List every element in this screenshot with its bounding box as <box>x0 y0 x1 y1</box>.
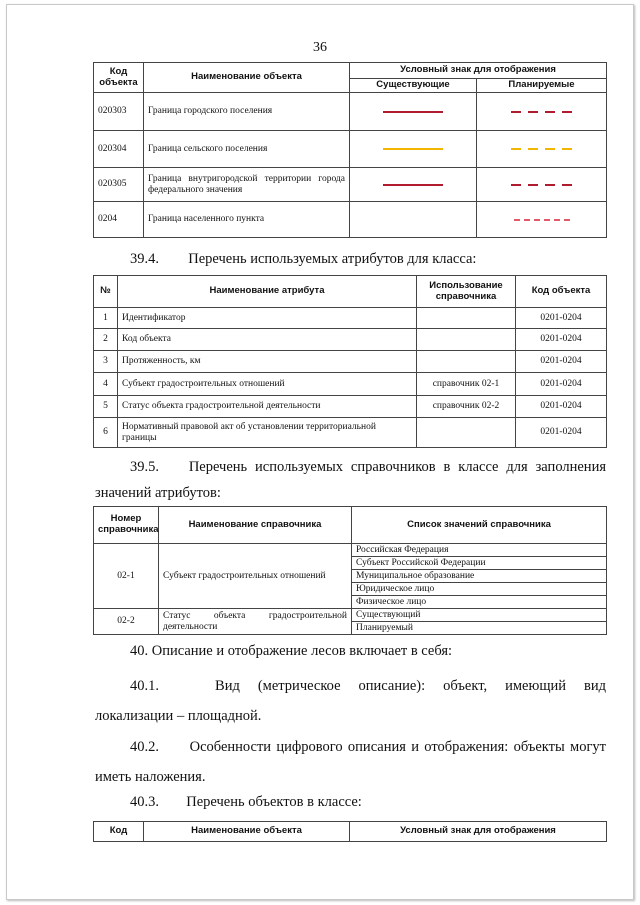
solid-line-icon <box>383 111 443 113</box>
table-row <box>94 93 607 131</box>
cell-code: 0201-0204 <box>516 351 607 373</box>
table-row <box>94 131 607 168</box>
cell-name: Граница населенного пункта <box>144 202 350 238</box>
cell-code: 020303 <box>94 93 144 131</box>
cell-ref <box>417 308 516 329</box>
table-row <box>94 308 607 329</box>
cell-name: Статус объекта градостроительной деятельности <box>118 396 417 418</box>
cell-code: 0201-0204 <box>516 308 607 329</box>
section-text-line1: Особенности цифрового описания и отображения: объекты могут <box>189 739 607 755</box>
cell-code: 0201-0204 <box>516 373 607 396</box>
cell-num: 02-1 <box>94 544 159 609</box>
col-header-name: Наименование справочника <box>159 507 352 544</box>
cell-num: 3 <box>94 351 118 373</box>
table-row <box>94 396 607 418</box>
table-row <box>94 373 607 396</box>
cell-name: Идентификатор <box>118 308 417 329</box>
cell-ref: справочник 02-1 <box>417 373 516 396</box>
symbol-existing-intercity <box>350 168 477 202</box>
section-text-line1: Перечень используемых справочников в классе для заполнения <box>188 459 606 475</box>
symbol-planned-rural <box>477 131 607 168</box>
solid-line-icon <box>383 184 443 186</box>
symbol-existing-city <box>350 93 477 131</box>
cell-name: Граница внутригородской территории города федерального значения <box>144 168 350 202</box>
cell-name: Протяженность, км <box>118 351 417 373</box>
reference-books-table <box>93 506 607 635</box>
section-40-3 <box>130 793 362 811</box>
col-header-existing: Существующие <box>350 79 477 93</box>
cell-num: 2 <box>94 329 118 351</box>
section-40 <box>130 642 452 660</box>
section-text-line2: иметь наложения. <box>95 769 206 785</box>
col-header-num: № <box>94 276 118 308</box>
cell-value: Юридическое лицо <box>352 583 607 596</box>
cell-name: Граница городского поселения <box>144 93 350 131</box>
dashed-line-icon <box>481 219 602 221</box>
cell-code: 0201-0204 <box>516 396 607 418</box>
section-number: 39.5. <box>130 459 159 475</box>
table-row <box>94 609 607 622</box>
table-row <box>94 168 607 202</box>
cell-code: 0201-0204 <box>516 329 607 351</box>
symbol-existing-settlement <box>350 202 477 238</box>
solid-line-icon <box>383 148 443 150</box>
section-text: 40. Описание и отображение лесов включает в себя: <box>130 643 453 659</box>
cell-code: 020304 <box>94 131 144 168</box>
cell-value: Муниципальное образование <box>352 570 607 583</box>
forest-objects-table <box>93 821 607 842</box>
section-39-5 <box>95 458 606 502</box>
table-row <box>94 418 607 448</box>
cell-name: Код объекта <box>118 329 417 351</box>
col-header-name: Наименование атрибута <box>118 276 417 308</box>
cell-code: 020305 <box>94 168 144 202</box>
cell-ref: справочник 02-2 <box>417 396 516 418</box>
cell-code: 0201-0204 <box>516 418 607 448</box>
cell-num: 02-2 <box>94 609 159 635</box>
cell-value: Субъект Российской Федерации <box>352 557 607 570</box>
cell-value: Планируемый <box>352 622 607 635</box>
section-number: 40.2. <box>130 739 159 755</box>
col-header-name: Наименование объекта <box>144 63 350 93</box>
cell-ref <box>417 329 516 351</box>
cell-ref <box>417 418 516 448</box>
symbol-planned-city <box>477 93 607 131</box>
table-row <box>94 329 607 351</box>
symbol-planned-settlement <box>477 202 607 238</box>
section-text: Перечень объектов в классе: <box>186 794 362 810</box>
section-number: 40.3. <box>130 794 159 810</box>
section-number: 40.1. <box>130 678 159 694</box>
cell-value: Существующий <box>352 609 607 622</box>
section-text-line2: локализации – площадной. <box>95 708 262 724</box>
table-row <box>94 351 607 373</box>
dashed-line-icon <box>481 111 602 113</box>
col-header-code: Код объекта <box>516 276 607 308</box>
col-header-code: Код <box>94 822 144 842</box>
section-text-line1: Вид (метрическое описание): объект, имеющий вид <box>215 678 606 694</box>
cell-name: Субъект градостроительных отношений <box>159 544 352 609</box>
page-number: 36 <box>313 40 327 55</box>
dashed-line-icon <box>481 148 602 150</box>
cell-value: Российская Федерация <box>352 544 607 557</box>
col-header-symbol: Условный знак для отображения <box>350 822 607 842</box>
col-header-num: Номер справочника <box>94 507 159 544</box>
cell-code: 0204 <box>94 202 144 238</box>
boundary-symbols-table <box>93 62 607 238</box>
cell-num: 1 <box>94 308 118 329</box>
col-header-code: Код объекта <box>94 63 144 93</box>
col-header-values: Список значений справочника <box>352 507 607 544</box>
cell-ref <box>417 351 516 373</box>
col-header-name: Наименование объекта <box>144 822 350 842</box>
dashed-line-icon <box>481 184 602 186</box>
cell-name: Субъект градостроительных отношений <box>118 373 417 396</box>
symbol-planned-intercity <box>477 168 607 202</box>
cell-num: 4 <box>94 373 118 396</box>
cell-value: Физическое лицо <box>352 596 607 609</box>
section-40-2 <box>95 738 606 786</box>
section-39-4 <box>130 250 476 268</box>
section-text: Перечень используемых атрибутов для класса: <box>188 251 477 267</box>
cell-name: Статус объекта градостроительной деятельности <box>159 609 352 635</box>
cell-name: Граница сельского поселения <box>144 131 350 168</box>
cell-name: Нормативный правовой акт об установлении территориальной границы <box>118 418 417 448</box>
section-text-line2: значений атрибутов: <box>95 485 221 501</box>
cell-num: 6 <box>94 418 118 448</box>
cell-num: 5 <box>94 396 118 418</box>
col-header-ref: Использование справочника <box>417 276 516 308</box>
table-row <box>94 202 607 238</box>
symbol-existing-rural <box>350 131 477 168</box>
attributes-table <box>93 275 607 448</box>
table-row <box>94 544 607 557</box>
col-header-symbol: Условный знак для отображения <box>350 63 607 79</box>
section-number: 39.4. <box>130 251 159 267</box>
col-header-planned: Планируемые <box>477 79 607 93</box>
section-40-1 <box>95 677 606 725</box>
